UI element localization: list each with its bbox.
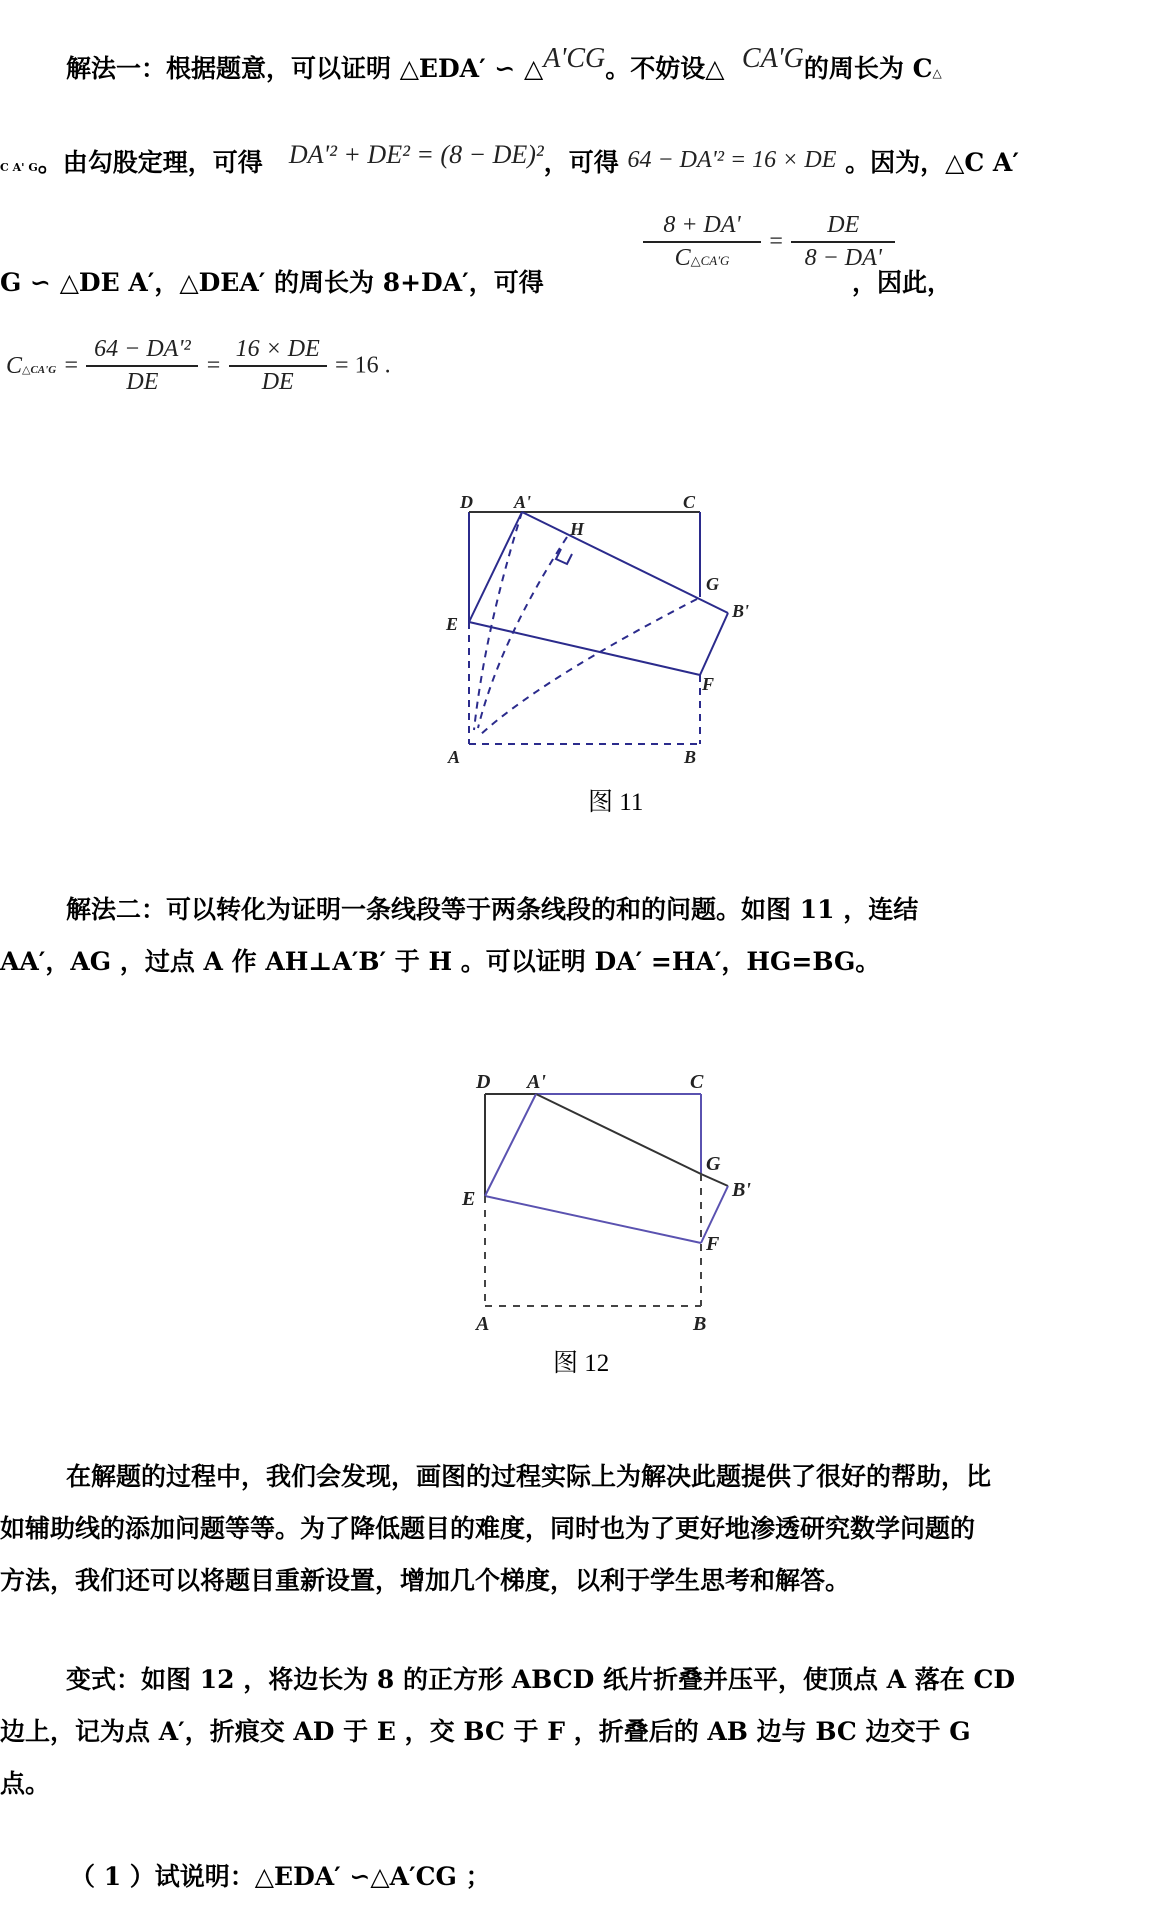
label-F: F — [706, 1233, 720, 1255]
math-c: C — [6, 352, 23, 379]
figure-12-diagram — [440, 1050, 770, 1340]
variant-line3: 点。 — [0, 1769, 51, 1798]
solution2-line1: 解法二：可以转化为证明一条线段等于两条线段的和的问题。如图 11 ，连结 — [66, 895, 919, 924]
label-A-prime: A' — [527, 1071, 546, 1093]
text: ，可得 — [543, 148, 619, 177]
paragraph3-line3: 方法，我们还可以将题目重新设置，增加几个梯度，以利于学生思考和解答。 — [0, 1566, 851, 1595]
label-A: A — [476, 1313, 490, 1335]
label-C: C — [690, 1071, 704, 1093]
text: ，因此， — [852, 268, 953, 297]
label-C: C — [683, 492, 696, 512]
label-E: E — [462, 1188, 476, 1210]
equals-sign: = — [206, 352, 221, 379]
fraction-denominator: C — [674, 245, 691, 271]
paragraph3-line1: 在解题的过程中，我们会发现，画图的过程实际上为解决此题提供了很好的帮助，比 — [66, 1462, 992, 1491]
fraction-numerator: DE — [791, 212, 895, 243]
figure-12-caption: 图 12 — [553, 1350, 610, 1377]
label-B: B — [684, 747, 697, 767]
fraction-numerator: 8 + DA' — [643, 212, 761, 243]
label-B-prime: B' — [732, 1179, 751, 1201]
label-H: H — [570, 519, 585, 539]
solution1-line3 — [0, 268, 544, 298]
result: = 16 . — [335, 352, 391, 379]
fraction-denominator: 8 − DA' — [804, 245, 882, 271]
fraction-numerator: 16 × DE — [229, 336, 327, 367]
solution2-line2: AA′，AG ，过点 A 作 AH⊥A′B′ 于 H 。可以证明 DA′ =HA′，HG=BG。 — [0, 947, 881, 976]
equals-sign: = — [64, 352, 79, 379]
text: 的周长为 C — [803, 54, 933, 83]
equation-pythagoras: DA'² + DE² = (8 − DE)² — [288, 140, 544, 169]
label-D: D — [476, 1071, 491, 1093]
text: 解法一：根据题意，可以证明 △EDA′ ∽ △ — [66, 54, 544, 83]
solution1-line1 — [66, 43, 942, 88]
fraction-equation — [643, 212, 895, 272]
subscript: △ — [932, 66, 942, 80]
label-G: G — [706, 574, 719, 594]
variant-line2: 边上，记为点 A′，折痕交 AD 于 E ，交 BC 于 F ，折叠后的 AB 边与 BC 边交于 G — [0, 1717, 971, 1746]
question-1: （ 1 ）试说明：△EDA′ ∽△A′CG ； — [70, 1862, 491, 1891]
math-a-prime-cg: A'CG — [543, 43, 606, 74]
math-ca-prime-g: CA'G — [741, 43, 804, 74]
subscript: △CA'G — [22, 363, 57, 376]
equals-sign: = — [769, 228, 783, 255]
text: 。因为，△C A′ — [845, 148, 1019, 177]
label-G: G — [706, 1153, 721, 1175]
subscript: C A' G — [0, 161, 38, 174]
subscript: △CA'G — [690, 253, 730, 268]
figure-11-caption: 图 11 — [588, 789, 644, 816]
label-E: E — [446, 614, 459, 634]
equation-derived: 64 − DA'² = 16 × DE — [627, 147, 837, 173]
solution1-line3-end — [852, 268, 952, 298]
label-B: B — [693, 1313, 707, 1335]
fraction-denominator: DE — [261, 369, 294, 395]
text: G ∽ △DE A′，△DEA′ 的周长为 8+DA′，可得 — [0, 268, 544, 297]
solution1-line2 — [0, 140, 1019, 183]
fraction-numerator: 64 − DA'² — [86, 336, 198, 367]
perimeter-equation — [6, 336, 391, 396]
paragraph3-line2: 如辅助线的添加问题等等。为了降低题目的难度，同时也为了更好地渗透研究数学问题的 — [0, 1514, 976, 1543]
fraction-denominator: DE — [126, 369, 159, 395]
text: 。由勾股定理，可得 — [37, 148, 263, 177]
label-B-prime: B' — [732, 601, 750, 621]
label-D: D — [460, 492, 473, 512]
variant-line1: 变式：如图 12 ，将边长为 8 的正方形 ABCD 纸片折叠并压平，使顶点 A 落在 CD — [66, 1665, 1016, 1694]
figure-11-diagram — [430, 480, 750, 820]
text: 。不妨设△ — [605, 54, 725, 83]
label-A: A — [448, 747, 461, 767]
label-A-prime: A' — [514, 492, 532, 512]
label-F: F — [702, 674, 715, 694]
